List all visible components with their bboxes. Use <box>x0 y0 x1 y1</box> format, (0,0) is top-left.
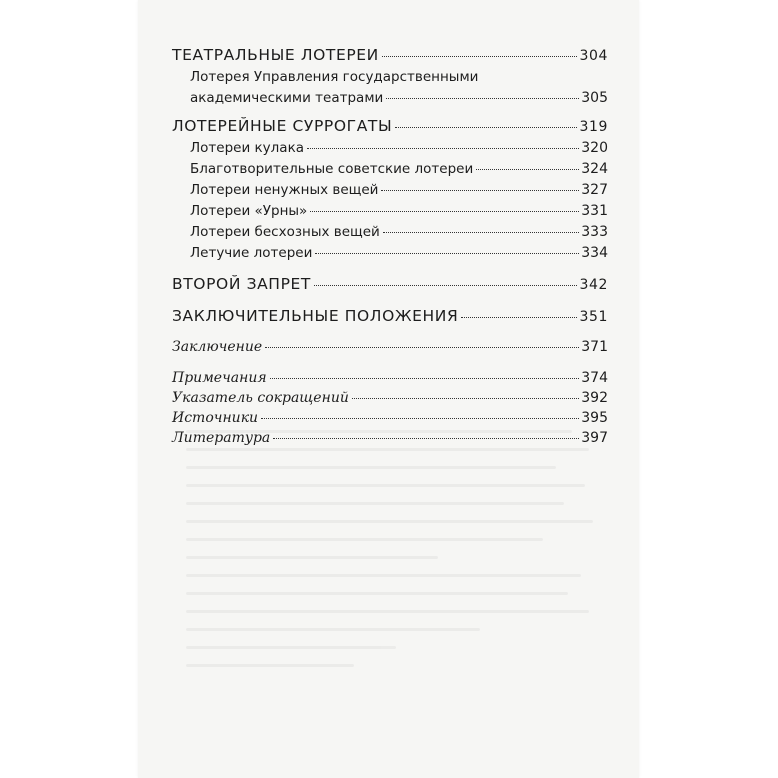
toc-leader-dots <box>395 127 577 128</box>
toc-entry[interactable] <box>172 180 608 201</box>
toc-entry-label: Литература <box>172 430 271 446</box>
toc-page-number: 342 <box>579 277 608 293</box>
toc-page-number: 304 <box>579 48 608 64</box>
bleed-through-text <box>186 430 606 710</box>
toc-leader-dots <box>352 398 579 399</box>
toc-page-number: 395 <box>581 410 608 426</box>
toc-section-title: ТЕАТРАЛЬНЫЕ ЛОТЕРЕИ <box>172 46 379 64</box>
toc-page-number: 374 <box>581 370 608 386</box>
toc-leader-dots <box>273 438 579 439</box>
toc-entry-istochniki[interactable] <box>172 408 608 428</box>
toc-leader-dots <box>315 253 579 254</box>
toc-page-number: 324 <box>581 161 608 177</box>
toc-entry[interactable] <box>172 243 608 264</box>
toc-entry-label: Заключение <box>172 339 263 355</box>
toc-leader-dots <box>314 285 577 286</box>
toc-entry-label: Лотереи бесхозных вещей <box>190 224 380 240</box>
toc-entry[interactable] <box>172 138 608 159</box>
toc-leader-dots <box>382 56 578 57</box>
toc-section-teatralnye-loterei[interactable] <box>172 44 608 67</box>
toc-leader-dots <box>461 317 577 318</box>
toc-entry-label: Благотворительные советские лотереи <box>190 161 474 177</box>
toc-page-number: 333 <box>581 224 608 240</box>
toc-leader-dots <box>265 347 579 348</box>
toc-entry-zaklyuchenie[interactable] <box>172 337 608 357</box>
toc-entry-label: Лотереи «Урны» <box>190 203 308 219</box>
toc-entry-label: Лотереи кулака <box>190 140 304 156</box>
toc-entry-label: Летучие лотереи <box>190 245 313 261</box>
toc-leader-dots <box>310 211 579 212</box>
toc-page-number: 351 <box>579 309 608 325</box>
toc-page-number: 319 <box>579 119 608 135</box>
toc-leader-dots <box>307 148 579 149</box>
toc-leader-dots <box>381 190 579 191</box>
toc-entry-literatura[interactable] <box>172 428 608 448</box>
toc-page-number: 331 <box>581 203 608 219</box>
toc-page-number: 392 <box>581 390 608 406</box>
toc-entry-primechaniya[interactable] <box>172 368 608 388</box>
toc-page-number: 371 <box>581 339 608 355</box>
toc-entry-label: Лотереи ненужных вещей <box>190 182 379 198</box>
toc-section-title: ВТОРОЙ ЗАПРЕТ <box>172 275 311 293</box>
toc-section-title: ЛОТЕРЕЙНЫЕ СУРРОГАТЫ <box>172 117 393 135</box>
toc-entry-label: академическими театрами <box>190 90 384 106</box>
table-of-contents <box>172 44 608 448</box>
toc-leader-dots <box>383 232 579 233</box>
toc-entry-label: Источники <box>172 410 259 426</box>
toc-entry-label: Указатель сокращений <box>172 390 349 406</box>
toc-section-zaklyuchitelnye-polozheniya[interactable] <box>172 305 608 328</box>
toc-leader-dots <box>270 378 580 379</box>
toc-entry[interactable] <box>172 201 608 222</box>
toc-entry-ukazatel[interactable] <box>172 388 608 408</box>
toc-entry[interactable] <box>172 222 608 243</box>
toc-page-number: 320 <box>581 140 608 156</box>
toc-section-loterejnye-surrogaty[interactable] <box>172 115 608 138</box>
book-page <box>138 0 639 778</box>
toc-entry-line1: Лотерея Управления государственными <box>190 69 479 85</box>
toc-page-number: 305 <box>581 90 608 106</box>
toc-page-number: 334 <box>581 245 608 261</box>
toc-page-number: 397 <box>581 430 608 446</box>
toc-entry[interactable] <box>172 159 608 180</box>
toc-section-vtoroy-zapret[interactable] <box>172 273 608 296</box>
toc-leader-dots <box>386 98 579 99</box>
toc-entry-label: Примечания <box>172 370 267 386</box>
toc-entry-teatry[interactable] <box>172 88 608 109</box>
toc-section-title: ЗАКЛЮЧИТЕЛЬНЫЕ ПОЛОЖЕНИЯ <box>172 307 459 325</box>
toc-leader-dots <box>476 169 579 170</box>
toc-leader-dots <box>261 418 579 419</box>
toc-page-number: 327 <box>581 182 608 198</box>
